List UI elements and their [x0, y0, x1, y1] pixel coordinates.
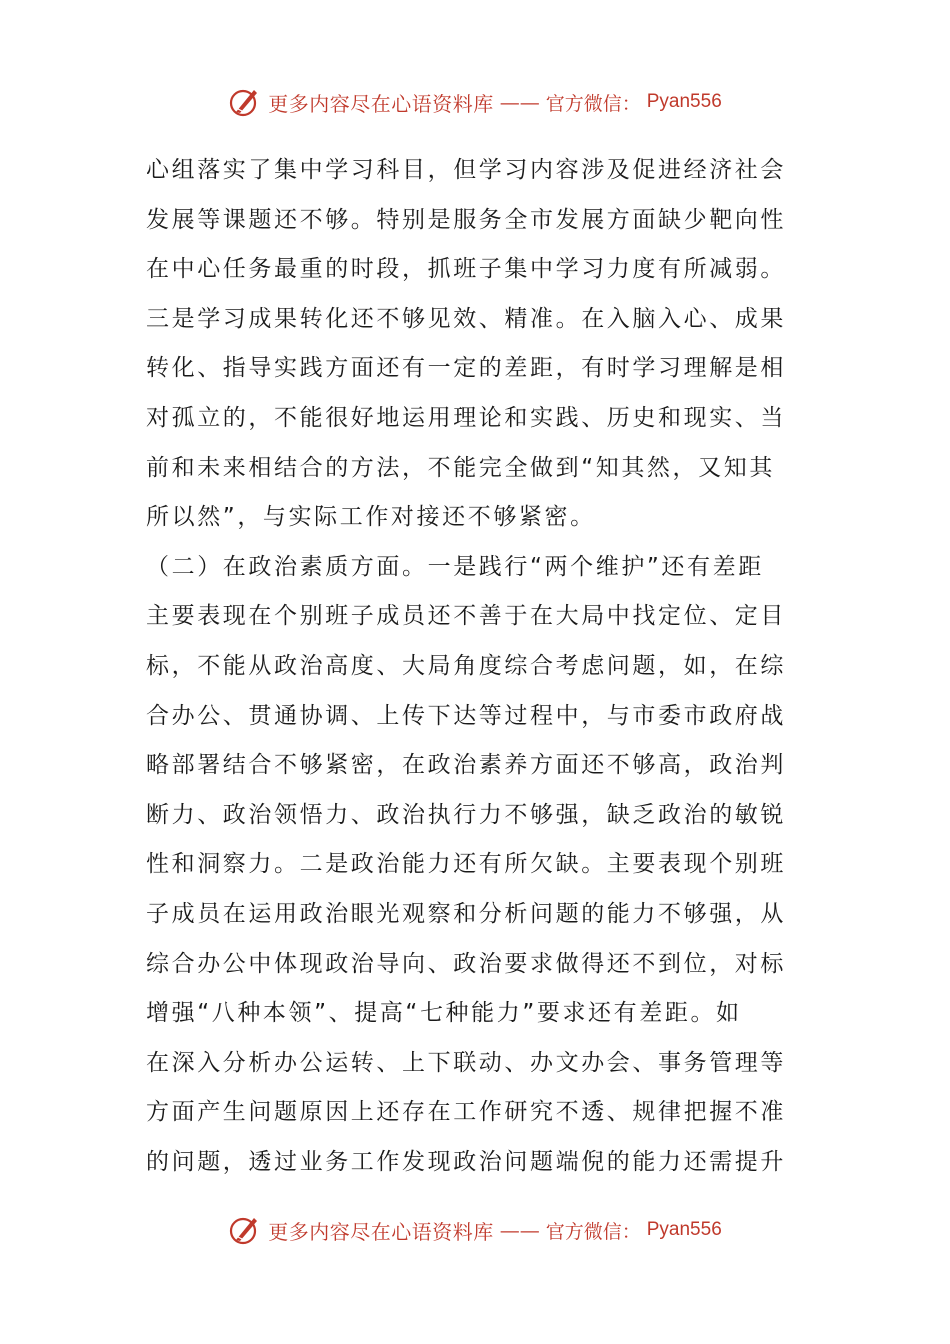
body-line: 略部署结合不够紧密，在政治素养方面还不够高，政治判 [146, 752, 786, 779]
footer-brand-text: 更多内容尽在心语资料库 [268, 1219, 494, 1244]
body-line: 增强“八种本领”、提高“七种能力”要求还有差距。如 [146, 1000, 742, 1027]
body-line: 主要表现在个别班子成员还不善于在大局中找定位、定目 [146, 603, 786, 630]
body-line: 方面产生问题原因上还存在工作研究不透、规律把握不准 [146, 1099, 786, 1126]
body-line: 的问题，透过业务工作发现政治问题端倪的能力还需提升 [146, 1148, 786, 1175]
header-wechat-id: Pyan556 [646, 91, 722, 112]
body-line: 转化、指导实践方面还有一定的差距，有时学习理解是相 [146, 355, 786, 382]
body-line: 性和洞察力。二是政治能力还有所欠缺。主要表现个别班 [146, 851, 786, 878]
footer-wechat-label: 官方微信： [545, 1220, 641, 1243]
footer-wechat-id: Pyan556 [646, 1219, 722, 1240]
body-line: 合办公、贯通协调、上传下达等过程中，与市委市政府战 [146, 702, 786, 729]
quill-logo-icon [228, 1213, 262, 1247]
header-wechat-label: 官方微信： [545, 92, 641, 115]
footer-separator: —— [499, 1218, 540, 1242]
quill-logo-icon [228, 85, 262, 119]
header-brand-text: 更多内容尽在心语资料库 [268, 91, 494, 116]
body-line: 前和未来相结合的方法，不能完全做到“知其然，又知其 [146, 454, 775, 481]
body-line: 在深入分析办公运转、上下联动、办文办会、事务管理等 [146, 1049, 786, 1076]
body-line: 综合办公中体现政治导向、政治要求做得还不到位，对标 [146, 950, 786, 977]
body-line: （二）在政治素质方面。一是践行“两个维护”还有差距 [146, 553, 764, 580]
body-line: 三是学习成果转化还不够见效、精准。在入脑入心、成果 [146, 305, 786, 332]
body-line: 心组落实了集中学习科目，但学习内容涉及促进经济社会 [146, 157, 786, 183]
body-line: 发展等课题还不够。特别是服务全市发展方面缺少靶向性 [146, 206, 786, 233]
body-line: 所以然”，与实际工作对接还不够紧密。 [146, 504, 596, 531]
body-line: 对孤立的，不能很好地运用理论和实践、历史和现实、当 [146, 404, 786, 431]
footer-banner [0, 1210, 950, 1250]
document-body [146, 146, 806, 1187]
header-separator: —— [499, 90, 540, 114]
body-line: 标，不能从政治高度、大局角度综合考虑问题，如，在综 [146, 652, 786, 679]
body-line: 在中心任务最重的时段，抓班子集中学习力度有所减弱。 [146, 256, 786, 283]
body-line: 断力、政治领悟力、政治执行力不够强，缺乏政治的敏锐 [146, 801, 786, 828]
body-line: 子成员在运用政治眼光观察和分析问题的能力不够强，从 [146, 900, 786, 927]
header-banner [0, 82, 950, 122]
